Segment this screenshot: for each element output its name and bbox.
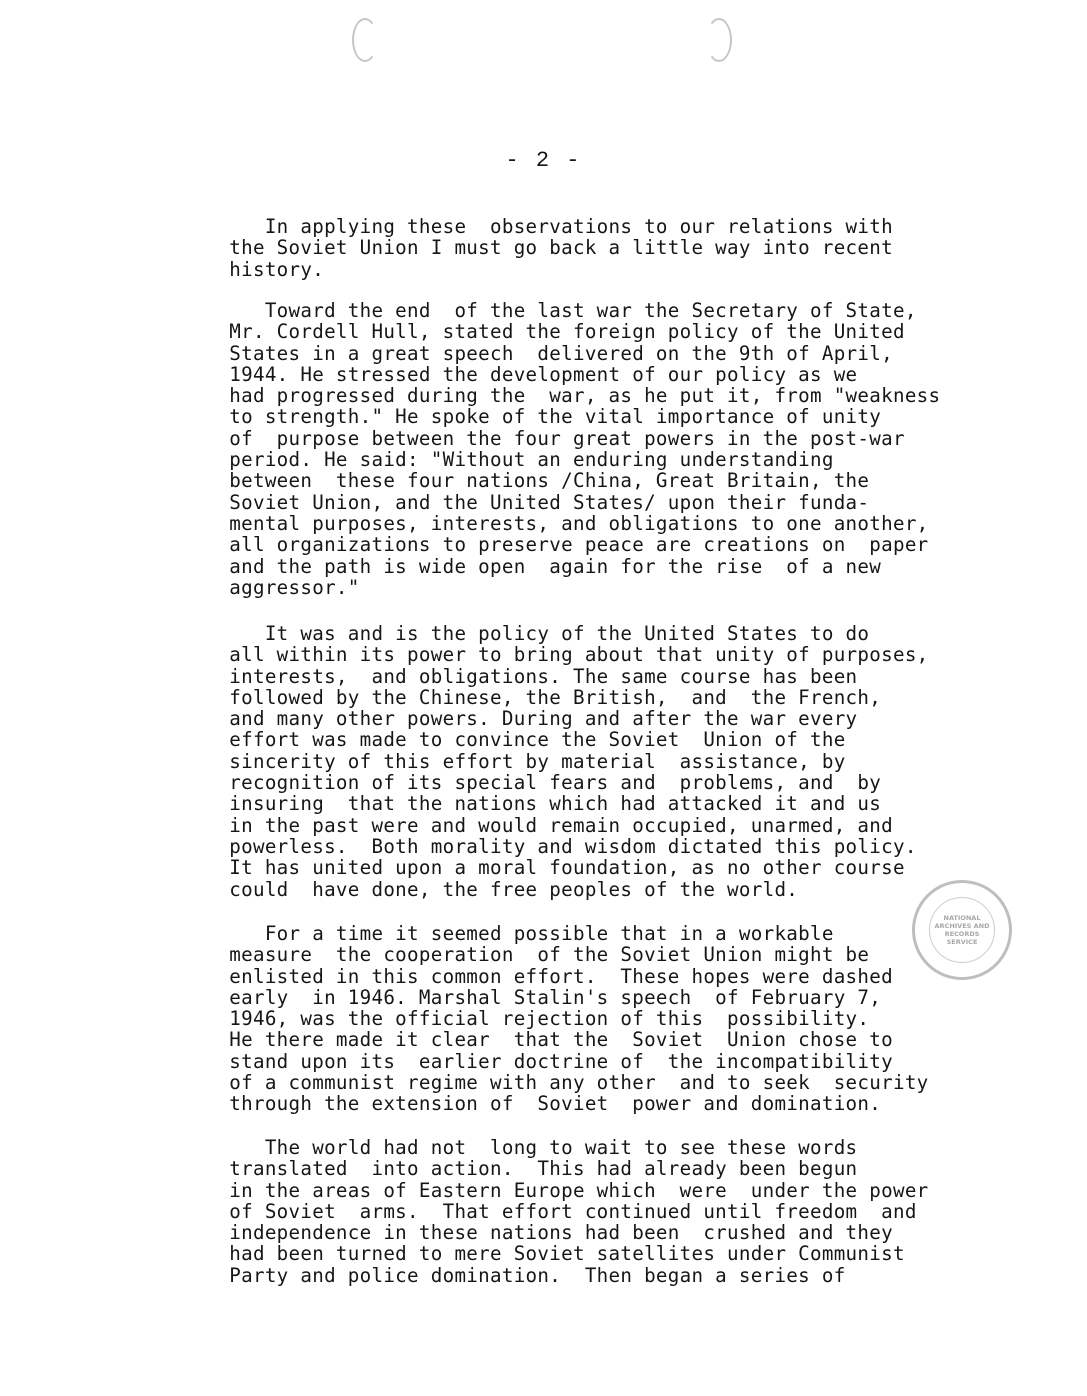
paragraph-1: In applying these observations to our relations with the Soviet Union I must go back a little way into recent history. — [229, 215, 893, 281]
archive-stamp — [912, 880, 1012, 980]
paragraph-2: Toward the end of the last war the Secretary of State, Mr. Cordell Hull, stated the foreign policy of the United States in a great speech delivered on the 9th of April, 1944. He stressed the development of our policy as we had progressed during the war, as he put it, from "weakness to strength." He spoke of the vital importance of unity of purpose between the four great powers in the post-war period. He said: "Without an enduring understanding between these four nations /China, Great Britain, the Soviet Union, and the United States/ upon their funda- mental purposes, interests, and obligations to one another, all organizations to preserve peace are creations on paper and the path is wide open again for the rise of a new aggressor." — [229, 299, 941, 599]
paragraph-5: The world had not long to wait to see these words translated into action. This had already been begun in the areas of Eastern Europe which were under the power of Soviet arms. That effort continued until freedom and independence in these nations had been crushed and they had been turned to mere Soviet satellites under Communist Party and police domination. Then began a series of — [229, 1136, 929, 1287]
archive-stamp-text: NATIONAL ARCHIVES AND RECORDS SERVICE — [929, 897, 995, 963]
paragraph-4: For a time it seemed possible that in a workable measure the cooperation of the Soviet Union might be enlisted in this common effort. These hopes were dashed early in 1946. Marshal Stalin's speech of February 7, 1946, was the official rejection of this possibility. He there made it clear that the Soviet Union chose to stand upon its earlier doctrine of the incompatibility of a communist regime with any other and to seek security through the extension of Soviet power and domination. — [229, 922, 929, 1116]
page-number: - 2 - — [505, 148, 582, 173]
paragraph-3: It was and is the policy of the United States to do all within its power to bring about that unity of purposes, interests, and obligations. The same course has been followed by the Chinese, the British, and the French, and many other powers. During and after the war every effort was made to convince the Soviet Union of the sincerity of this effort by material assistance, by recognition of its special fears and problems, and by insuring that the nations which had attacked it and us in the past were and would remain occupied, unarmed, and powerless. Both morality and wisdom dictated this policy. It has united upon a moral foundation, as no other course could have done, the free peoples of the world. — [229, 622, 929, 901]
staple-mark-left — [352, 18, 378, 62]
staple-mark-right — [706, 18, 732, 62]
